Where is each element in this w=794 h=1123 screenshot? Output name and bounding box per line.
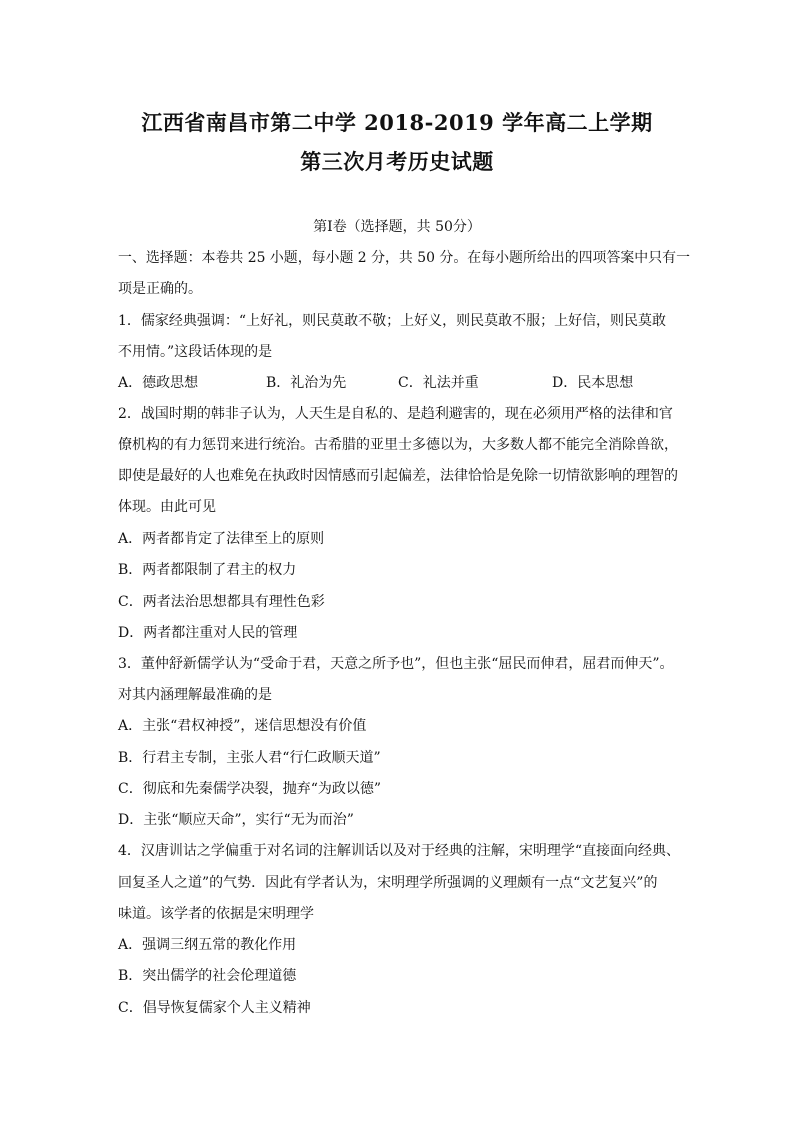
question-3-option-a: A．主张“君权神授”，迷信思想没有价值 bbox=[118, 718, 367, 734]
question-4-option-a: A．强调三纲五常的教化作用 bbox=[118, 937, 297, 953]
question-1-option-c: C．礼法并重 bbox=[398, 375, 479, 391]
question-2-option-d: D．两者都注重对人民的管理 bbox=[118, 625, 298, 641]
question-4-option-c: C．倡导恢复儒家个人主义精神 bbox=[118, 1000, 311, 1016]
exam-title-line1: 江西省南昌市第二中学 2018-2019 学年高二上学期 bbox=[141, 110, 653, 135]
question-2-stem: 2．战国时期的韩非子认为，人天生是自私的、是趋利避害的，现在必须用严格的法律和官 bbox=[118, 406, 673, 422]
question-4-option-b: B．突出儒学的社会伦理道德 bbox=[118, 968, 297, 984]
question-1-stem: 不用情。”这段话体现的是 bbox=[118, 344, 273, 360]
question-1-option-a: A．德政思想 bbox=[118, 375, 199, 391]
question-1-option-d: D．民本思想 bbox=[552, 375, 634, 391]
question-4-stem: 回复圣人之道”的气势．因此有学者认为，宋明理学所强调的义理颇有一点“文艺复兴”的 bbox=[118, 875, 658, 891]
instructions-line: 一、选择题：本卷共 25 小题，每小题 2 分，共 50 分。在每小题所给出的四项答案中只有一 bbox=[118, 250, 690, 266]
question-4-stem: 味道。该学者的依据是宋明理学 bbox=[118, 906, 314, 922]
exam-title-line2: 第三次月考历史试题 bbox=[300, 149, 494, 174]
question-3-option-d: D．主张“顺应天命”，实行“无为而治” bbox=[118, 812, 354, 828]
question-2-stem: 即使是最好的人也难免在执政时因情感而引起偏差，法律恰恰是免除一切情欲影响的理智的 bbox=[118, 468, 678, 484]
question-3-option-c: C．彻底和先秦儒学决裂，抛弃“为政以德” bbox=[118, 781, 382, 797]
question-4-stem: 4．汉唐训诂之学偏重于对名词的注解训话以及对于经典的注解，宋明理学“直接面向经典、 bbox=[118, 843, 681, 859]
question-2-stem: 体现。由此可见 bbox=[118, 499, 216, 515]
question-3-option-b: B．行君主专制，主张人君“行仁政顺天道” bbox=[118, 750, 381, 766]
question-2-option-a: A．两者都肯定了法律至上的原则 bbox=[118, 531, 325, 547]
question-1-stem: 1．儒家经典强调：“上好礼，则民莫敢不敬；上好义，则民莫敢不服；上好信，则民莫敢 bbox=[118, 313, 667, 329]
section-heading: 第Ⅰ卷（选择题，共 50分） bbox=[313, 219, 481, 235]
question-3-stem: 对其内涵理解最准确的是 bbox=[118, 687, 272, 703]
question-2-stem: 僚机构的有力惩罚来进行统治。古希腊的亚里士多德以为，大多数人都不能完全消除兽欲， bbox=[118, 437, 678, 453]
question-2-option-b: B．两者都限制了君主的权力 bbox=[118, 562, 297, 578]
question-3-stem: 3．董仲舒新儒学认为“受命于君，天意之所予也”，但也主张“屈民而伸君，屈君而伸天”。 bbox=[118, 656, 674, 672]
question-1-option-b: B．礼治为先 bbox=[266, 375, 347, 391]
question-2-option-c: C．两者法治思想都具有理性色彩 bbox=[118, 594, 325, 610]
instructions-line: 项是正确的。 bbox=[118, 281, 202, 297]
